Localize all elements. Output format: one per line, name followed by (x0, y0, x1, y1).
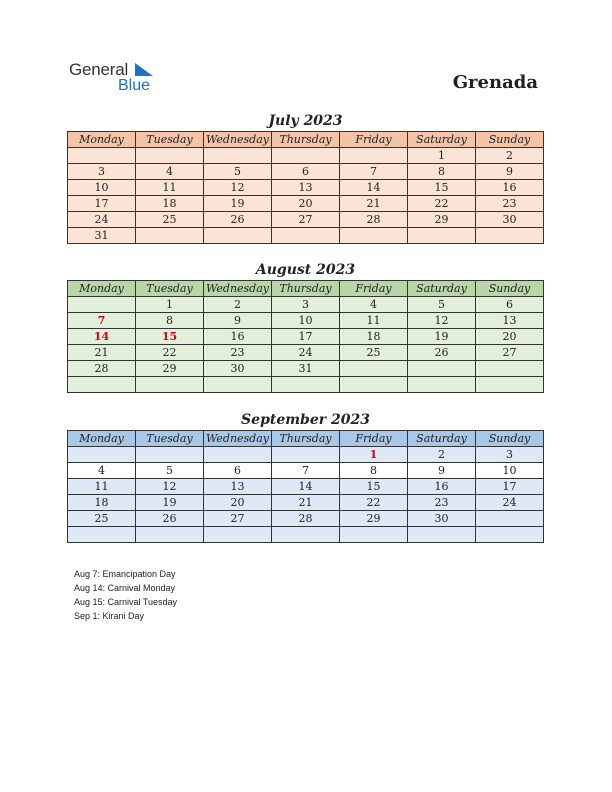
day-cell (340, 228, 408, 244)
month-august (67, 260, 544, 393)
weekday-header: Tuesday (136, 281, 204, 297)
day-cell: 23 (476, 196, 544, 212)
day-cell (340, 361, 408, 377)
week-row (68, 164, 544, 180)
day-cell (272, 447, 340, 463)
day-cell (68, 148, 136, 164)
day-cell (68, 447, 136, 463)
day-cell: 29 (408, 212, 476, 228)
day-cell: 2 (408, 447, 476, 463)
day-cell (136, 377, 204, 393)
day-cell: 19 (136, 495, 204, 511)
day-cell (340, 527, 408, 543)
day-cell (136, 447, 204, 463)
day-cell: 23 (408, 495, 476, 511)
day-cell: 14 (272, 479, 340, 495)
day-cell: 31 (68, 228, 136, 244)
day-cell: 15 (340, 479, 408, 495)
day-cell: 7 (340, 164, 408, 180)
week-row (68, 377, 544, 393)
weekday-header: Saturday (408, 281, 476, 297)
day-cell: 2 (476, 148, 544, 164)
day-cell: 16 (408, 479, 476, 495)
day-cell: 17 (68, 196, 136, 212)
day-cell: 24 (272, 345, 340, 361)
day-cell: 19 (204, 196, 272, 212)
day-cell: 22 (340, 495, 408, 511)
weekday-header-row (68, 281, 544, 297)
day-cell: 11 (136, 180, 204, 196)
weekday-header: Thursday (272, 132, 340, 148)
day-cell: 6 (204, 463, 272, 479)
day-cell: 30 (476, 212, 544, 228)
day-cell: 8 (340, 463, 408, 479)
day-cell: 25 (340, 345, 408, 361)
day-cell (136, 527, 204, 543)
day-cell: 21 (272, 495, 340, 511)
holiday-note: Sep 1: Kirani Day (74, 611, 145, 621)
day-cell: 28 (272, 511, 340, 527)
week-row (68, 463, 544, 479)
day-cell (408, 361, 476, 377)
day-cell: 9 (476, 164, 544, 180)
day-cell: 17 (476, 479, 544, 495)
day-cell: 23 (204, 345, 272, 361)
weekday-header: Friday (340, 431, 408, 447)
month-title: July 2023 (268, 113, 343, 129)
day-cell (476, 361, 544, 377)
day-cell: 26 (408, 345, 476, 361)
day-cell: 8 (136, 313, 204, 329)
weekday-header: Tuesday (136, 431, 204, 447)
day-cell (204, 377, 272, 393)
day-cell (476, 511, 544, 527)
day-cell (136, 148, 204, 164)
day-cell: 25 (68, 511, 136, 527)
day-cell: 3 (476, 447, 544, 463)
calendar-table (67, 280, 544, 393)
day-cell: 16 (204, 329, 272, 345)
holiday-day-cell: 15 (136, 329, 204, 345)
day-cell: 15 (408, 180, 476, 196)
day-cell: 6 (272, 164, 340, 180)
day-cell (340, 148, 408, 164)
day-cell: 28 (68, 361, 136, 377)
weekday-header: Monday (68, 431, 136, 447)
holiday-day-cell: 7 (68, 313, 136, 329)
day-cell: 12 (136, 479, 204, 495)
day-cell: 22 (408, 196, 476, 212)
day-cell (272, 377, 340, 393)
day-cell: 3 (272, 297, 340, 313)
day-cell: 20 (476, 329, 544, 345)
generalblue-logo (69, 60, 169, 96)
day-cell: 9 (204, 313, 272, 329)
weekday-header: Saturday (408, 132, 476, 148)
day-cell (408, 527, 476, 543)
weekday-header: Saturday (408, 431, 476, 447)
day-cell (204, 228, 272, 244)
week-row (68, 527, 544, 543)
logo-text-blue: Blue (118, 77, 151, 94)
day-cell: 27 (204, 511, 272, 527)
day-cell: 26 (204, 212, 272, 228)
day-cell: 12 (408, 313, 476, 329)
day-cell: 11 (68, 479, 136, 495)
weekday-header-row (68, 132, 544, 148)
month-july (67, 111, 544, 244)
day-cell: 1 (408, 148, 476, 164)
day-cell: 5 (204, 164, 272, 180)
day-cell: 27 (272, 212, 340, 228)
day-cell (272, 228, 340, 244)
weekday-header: Wednesday (204, 431, 272, 447)
day-cell: 9 (408, 463, 476, 479)
holiday-day-cell: 1 (340, 447, 408, 463)
weekday-header: Monday (68, 132, 136, 148)
country-title: Grenada (452, 72, 538, 93)
weekday-header: Thursday (272, 431, 340, 447)
week-row (68, 148, 544, 164)
day-cell: 8 (408, 164, 476, 180)
week-row (68, 297, 544, 313)
week-row (68, 180, 544, 196)
day-cell: 12 (204, 180, 272, 196)
day-cell (476, 228, 544, 244)
day-cell (68, 377, 136, 393)
weekday-header: Sunday (476, 431, 544, 447)
logo-triangle-icon (133, 63, 153, 77)
day-cell: 4 (68, 463, 136, 479)
weekday-header: Friday (340, 281, 408, 297)
day-cell (408, 377, 476, 393)
weekday-header: Thursday (272, 281, 340, 297)
day-cell (204, 447, 272, 463)
day-cell (204, 148, 272, 164)
day-cell: 18 (68, 495, 136, 511)
day-cell (340, 377, 408, 393)
weekday-header: Friday (340, 132, 408, 148)
week-row (68, 196, 544, 212)
day-cell: 31 (272, 361, 340, 377)
day-cell: 13 (272, 180, 340, 196)
logo-text-general: General (69, 60, 129, 79)
day-cell: 16 (476, 180, 544, 196)
month-september (67, 410, 544, 543)
week-row (68, 345, 544, 361)
week-row (68, 313, 544, 329)
day-cell: 10 (476, 463, 544, 479)
holiday-note: Aug 7: Emancipation Day (74, 569, 176, 579)
day-cell: 19 (408, 329, 476, 345)
weekday-header: Sunday (476, 132, 544, 148)
week-row (68, 495, 544, 511)
day-cell: 26 (136, 511, 204, 527)
day-cell: 24 (68, 212, 136, 228)
day-cell: 22 (136, 345, 204, 361)
day-cell: 14 (340, 180, 408, 196)
day-cell: 30 (204, 361, 272, 377)
month-title: August 2023 (255, 262, 356, 278)
day-cell (272, 148, 340, 164)
week-row (68, 447, 544, 463)
day-cell: 20 (272, 196, 340, 212)
week-row (68, 228, 544, 244)
day-cell: 21 (340, 196, 408, 212)
day-cell: 3 (68, 164, 136, 180)
day-cell (272, 527, 340, 543)
day-cell: 24 (476, 495, 544, 511)
day-cell (68, 527, 136, 543)
day-cell: 11 (340, 313, 408, 329)
holiday-note: Aug 15: Carnival Tuesday (74, 597, 178, 607)
day-cell: 1 (136, 297, 204, 313)
day-cell: 10 (68, 180, 136, 196)
day-cell: 7 (272, 463, 340, 479)
weekday-header: Tuesday (136, 132, 204, 148)
day-cell: 10 (272, 313, 340, 329)
day-cell: 2 (204, 297, 272, 313)
day-cell: 29 (340, 511, 408, 527)
day-cell: 4 (136, 164, 204, 180)
day-cell: 30 (408, 511, 476, 527)
day-cell: 28 (340, 212, 408, 228)
weekday-header-row (68, 431, 544, 447)
day-cell: 13 (204, 479, 272, 495)
day-cell: 20 (204, 495, 272, 511)
day-cell: 29 (136, 361, 204, 377)
day-cell (476, 527, 544, 543)
weekday-header: Sunday (476, 281, 544, 297)
month-title: September 2023 (241, 412, 370, 428)
day-cell: 21 (68, 345, 136, 361)
day-cell: 25 (136, 212, 204, 228)
week-row (68, 361, 544, 377)
week-row (68, 511, 544, 527)
calendar-table (67, 131, 544, 244)
day-cell (408, 228, 476, 244)
holiday-notes (74, 567, 177, 623)
weekday-header: Wednesday (204, 132, 272, 148)
week-row (68, 479, 544, 495)
week-row (68, 329, 544, 345)
day-cell (476, 377, 544, 393)
day-cell: 5 (136, 463, 204, 479)
weekday-header: Wednesday (204, 281, 272, 297)
day-cell (68, 297, 136, 313)
day-cell (136, 228, 204, 244)
day-cell: 18 (340, 329, 408, 345)
day-cell: 13 (476, 313, 544, 329)
holiday-day-cell: 14 (68, 329, 136, 345)
day-cell: 17 (272, 329, 340, 345)
week-row (68, 212, 544, 228)
day-cell: 18 (136, 196, 204, 212)
day-cell (204, 527, 272, 543)
day-cell: 4 (340, 297, 408, 313)
day-cell: 27 (476, 345, 544, 361)
day-cell: 5 (408, 297, 476, 313)
holiday-note: Aug 14: Carnival Monday (74, 583, 176, 593)
weekday-header: Monday (68, 281, 136, 297)
calendar-table (67, 430, 544, 543)
day-cell: 6 (476, 297, 544, 313)
